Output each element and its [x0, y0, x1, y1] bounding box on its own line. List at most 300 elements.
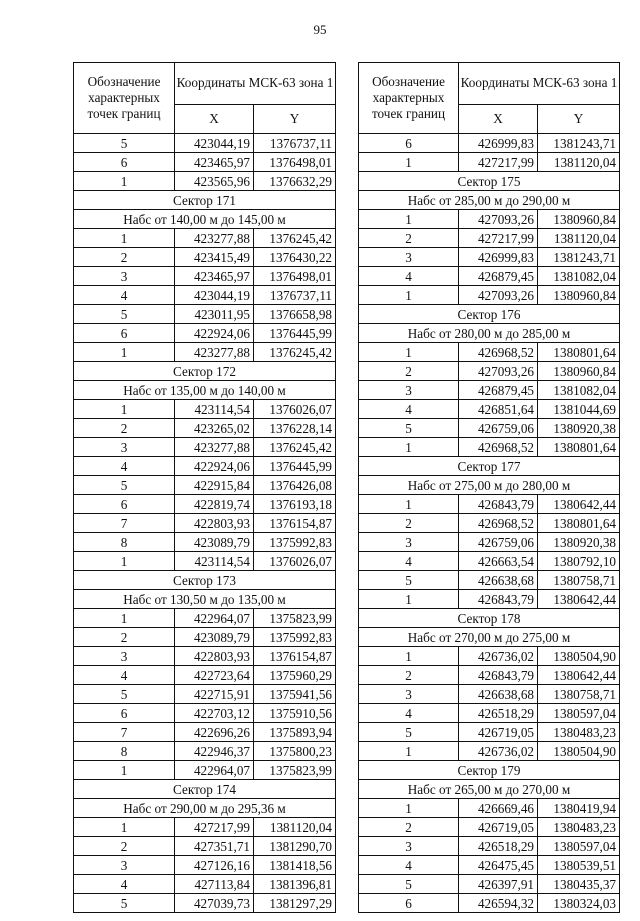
point-number: 4 [74, 457, 175, 476]
header-point-designation: Обозначение характерных точек границ [359, 63, 459, 134]
y-coordinate: 1380642,44 [538, 590, 620, 609]
table-row [359, 267, 620, 286]
table-row [74, 628, 336, 647]
x-coordinate: 426518,29 [459, 704, 538, 723]
x-coordinate: 427351,71 [175, 837, 254, 856]
point-number: 2 [359, 666, 459, 685]
x-coordinate: 422819,74 [175, 495, 254, 514]
section-row [74, 571, 336, 590]
x-coordinate: 423465,97 [175, 153, 254, 172]
y-coordinate: 1375910,56 [254, 704, 336, 723]
x-coordinate: 426968,52 [459, 343, 538, 362]
table-body-right [359, 134, 620, 913]
y-coordinate: 1381243,71 [538, 248, 620, 267]
section-label: Сектор 179 [359, 761, 620, 780]
y-coordinate: 1375823,99 [254, 761, 336, 780]
x-coordinate: 426759,06 [459, 533, 538, 552]
table-row [359, 400, 620, 419]
x-coordinate: 426475,45 [459, 856, 538, 875]
table-row [74, 419, 336, 438]
table-row [359, 704, 620, 723]
point-number: 1 [74, 818, 175, 837]
x-coordinate: 423277,88 [175, 229, 254, 248]
y-coordinate: 1381396,81 [254, 875, 336, 894]
y-coordinate: 1380792,10 [538, 552, 620, 571]
x-coordinate: 423114,54 [175, 552, 254, 571]
point-number: 1 [74, 761, 175, 780]
section-row [74, 210, 336, 229]
point-number: 3 [359, 248, 459, 267]
x-coordinate: 423089,79 [175, 628, 254, 647]
y-coordinate: 1375893,94 [254, 723, 336, 742]
x-coordinate: 426736,02 [459, 647, 538, 666]
section-label: Сектор 174 [74, 780, 336, 799]
table-row [359, 343, 620, 362]
point-number: 4 [359, 267, 459, 286]
point-number: 6 [74, 153, 175, 172]
section-label: Набс от 290,00 м до 295,36 м [74, 799, 336, 818]
table-row [74, 343, 336, 362]
header-point-designation: Обозначение характерных точек границ [74, 63, 175, 134]
point-number: 1 [359, 799, 459, 818]
table-row [74, 723, 336, 742]
table-row [359, 229, 620, 248]
coordinates-table-right [358, 62, 620, 913]
x-coordinate: 422924,06 [175, 457, 254, 476]
y-coordinate: 1376426,08 [254, 476, 336, 495]
y-coordinate: 1380504,90 [538, 647, 620, 666]
y-coordinate: 1381243,71 [538, 134, 620, 153]
point-number: 4 [359, 400, 459, 419]
table-row [74, 153, 336, 172]
x-coordinate: 426719,05 [459, 818, 538, 837]
y-coordinate: 1376445,99 [254, 324, 336, 343]
x-coordinate: 427217,99 [175, 818, 254, 837]
table-row [359, 419, 620, 438]
y-coordinate: 1380324,03 [538, 894, 620, 913]
table-row [74, 818, 336, 837]
table-row [74, 457, 336, 476]
x-coordinate: 426759,06 [459, 419, 538, 438]
x-coordinate: 422803,93 [175, 647, 254, 666]
table-row [359, 723, 620, 742]
y-coordinate: 1375992,83 [254, 533, 336, 552]
point-number: 7 [74, 514, 175, 533]
y-coordinate: 1381418,56 [254, 856, 336, 875]
y-coordinate: 1376026,07 [254, 552, 336, 571]
section-label: Набс от 140,00 м до 145,00 м [74, 210, 336, 229]
table-body-left [74, 134, 336, 913]
section-label: Набс от 265,00 м до 270,00 м [359, 780, 620, 799]
table-row [359, 381, 620, 400]
point-number: 4 [359, 704, 459, 723]
x-coordinate: 426851,64 [459, 400, 538, 419]
point-number: 5 [359, 419, 459, 438]
y-coordinate: 1376154,87 [254, 647, 336, 666]
table-row [74, 837, 336, 856]
section-row [74, 799, 336, 818]
point-number: 3 [74, 647, 175, 666]
table-row [359, 837, 620, 856]
header-x: X [175, 104, 254, 133]
y-coordinate: 1381044,69 [538, 400, 620, 419]
point-number: 1 [359, 495, 459, 514]
section-row [74, 381, 336, 400]
table-row [359, 647, 620, 666]
point-number: 5 [359, 723, 459, 742]
table-row [74, 286, 336, 305]
x-coordinate: 422696,26 [175, 723, 254, 742]
y-coordinate: 1380642,44 [538, 495, 620, 514]
point-number: 2 [74, 837, 175, 856]
point-number: 8 [74, 533, 175, 552]
x-coordinate: 422964,07 [175, 609, 254, 628]
x-coordinate: 426879,45 [459, 381, 538, 400]
table-row [359, 362, 620, 381]
y-coordinate: 1381120,04 [254, 818, 336, 837]
point-number: 1 [359, 343, 459, 362]
table-row [359, 894, 620, 913]
y-coordinate: 1381120,04 [538, 229, 620, 248]
section-row [359, 761, 620, 780]
point-number: 1 [359, 438, 459, 457]
point-number: 2 [359, 514, 459, 533]
point-number: 5 [359, 571, 459, 590]
table-row [74, 875, 336, 894]
y-coordinate: 1376154,87 [254, 514, 336, 533]
table-row [359, 514, 620, 533]
x-coordinate: 423277,88 [175, 343, 254, 362]
y-coordinate: 1380801,64 [538, 514, 620, 533]
y-coordinate: 1381120,04 [538, 153, 620, 172]
x-coordinate: 426999,83 [459, 134, 538, 153]
table-row [74, 856, 336, 875]
y-coordinate: 1380960,84 [538, 286, 620, 305]
table-row [359, 571, 620, 590]
y-coordinate: 1380597,04 [538, 704, 620, 723]
section-row [359, 191, 620, 210]
x-coordinate: 426397,91 [459, 875, 538, 894]
section-row [74, 590, 336, 609]
y-coordinate: 1376026,07 [254, 400, 336, 419]
x-coordinate: 426999,83 [459, 248, 538, 267]
x-coordinate: 426663,54 [459, 552, 538, 571]
x-coordinate: 427126,16 [175, 856, 254, 875]
x-coordinate: 426594,32 [459, 894, 538, 913]
table-row [74, 305, 336, 324]
x-coordinate: 423114,54 [175, 400, 254, 419]
x-coordinate: 426638,68 [459, 685, 538, 704]
y-coordinate: 1376737,11 [254, 286, 336, 305]
y-coordinate: 1375941,56 [254, 685, 336, 704]
section-label: Сектор 172 [74, 362, 336, 381]
table-row [74, 248, 336, 267]
table-row [74, 704, 336, 723]
x-coordinate: 422924,06 [175, 324, 254, 343]
table-row [74, 894, 336, 913]
y-coordinate: 1380539,51 [538, 856, 620, 875]
point-number: 3 [359, 837, 459, 856]
y-coordinate: 1380758,71 [538, 685, 620, 704]
point-number: 1 [359, 647, 459, 666]
point-number: 2 [74, 628, 175, 647]
table-row [359, 742, 620, 761]
point-number: 1 [74, 172, 175, 191]
x-coordinate: 426518,29 [459, 837, 538, 856]
x-coordinate: 423565,96 [175, 172, 254, 191]
table-row [359, 495, 620, 514]
table-row [359, 875, 620, 894]
x-coordinate: 427217,99 [459, 153, 538, 172]
point-number: 5 [359, 875, 459, 894]
y-coordinate: 1380642,44 [538, 666, 620, 685]
section-row [359, 324, 620, 343]
point-number: 1 [74, 343, 175, 362]
section-row [359, 305, 620, 324]
x-coordinate: 427113,84 [175, 875, 254, 894]
point-number: 3 [74, 267, 175, 286]
y-coordinate: 1380597,04 [538, 837, 620, 856]
y-coordinate: 1380801,64 [538, 343, 620, 362]
header-coordinates: Координаты МСК-63 зона 1 [459, 63, 620, 105]
y-coordinate: 1380960,84 [538, 362, 620, 381]
y-coordinate: 1380435,37 [538, 875, 620, 894]
point-number: 3 [359, 533, 459, 552]
table-row [74, 609, 336, 628]
y-coordinate: 1380920,38 [538, 419, 620, 438]
table-row [74, 761, 336, 780]
point-number: 1 [359, 153, 459, 172]
x-coordinate: 423265,02 [175, 419, 254, 438]
header-y: Y [538, 104, 620, 133]
y-coordinate: 1376498,01 [254, 153, 336, 172]
table-row [359, 438, 620, 457]
table-row [359, 685, 620, 704]
x-coordinate: 426879,45 [459, 267, 538, 286]
section-row [359, 780, 620, 799]
table-row [359, 856, 620, 875]
point-number: 6 [74, 704, 175, 723]
y-coordinate: 1381297,29 [254, 894, 336, 913]
table-row [359, 552, 620, 571]
table-row [74, 438, 336, 457]
page-number: 95 [313, 22, 327, 37]
point-number: 4 [359, 856, 459, 875]
point-number: 6 [74, 495, 175, 514]
point-number: 5 [74, 685, 175, 704]
y-coordinate: 1376737,11 [254, 134, 336, 153]
y-coordinate: 1376658,98 [254, 305, 336, 324]
table-row [74, 267, 336, 286]
x-coordinate: 426669,46 [459, 799, 538, 818]
x-coordinate: 422946,37 [175, 742, 254, 761]
section-row [74, 780, 336, 799]
table-row [359, 590, 620, 609]
point-number: 2 [359, 362, 459, 381]
point-number: 8 [74, 742, 175, 761]
x-coordinate: 427093,26 [459, 362, 538, 381]
x-coordinate: 422723,64 [175, 666, 254, 685]
table-row [74, 647, 336, 666]
point-number: 4 [74, 875, 175, 894]
y-coordinate: 1376498,01 [254, 267, 336, 286]
table-row [74, 400, 336, 419]
section-label: Сектор 176 [359, 305, 620, 324]
y-coordinate: 1376430,22 [254, 248, 336, 267]
point-number: 6 [74, 324, 175, 343]
y-coordinate: 1380758,71 [538, 571, 620, 590]
y-coordinate: 1376193,18 [254, 495, 336, 514]
x-coordinate: 426843,79 [459, 590, 538, 609]
point-number: 1 [74, 609, 175, 628]
point-number: 2 [74, 419, 175, 438]
table-row [359, 210, 620, 229]
x-coordinate: 423044,19 [175, 286, 254, 305]
table-row [359, 818, 620, 837]
point-number: 1 [359, 590, 459, 609]
x-coordinate: 422715,91 [175, 685, 254, 704]
section-label: Набс от 270,00 м до 275,00 м [359, 628, 620, 647]
section-label: Сектор 178 [359, 609, 620, 628]
table-row [74, 552, 336, 571]
point-number: 4 [74, 666, 175, 685]
x-coordinate: 426968,52 [459, 438, 538, 457]
section-label: Сектор 177 [359, 457, 620, 476]
table-row [359, 533, 620, 552]
table-row [74, 533, 336, 552]
x-coordinate: 422915,84 [175, 476, 254, 495]
table-row [74, 229, 336, 248]
point-number: 2 [74, 248, 175, 267]
x-coordinate: 426736,02 [459, 742, 538, 761]
point-number: 3 [74, 438, 175, 457]
y-coordinate: 1380419,94 [538, 799, 620, 818]
section-label: Сектор 171 [74, 191, 336, 210]
y-coordinate: 1381290,70 [254, 837, 336, 856]
point-number: 1 [359, 742, 459, 761]
point-number: 1 [359, 210, 459, 229]
coordinates-table-left [73, 62, 336, 913]
point-number: 1 [359, 286, 459, 305]
x-coordinate: 423044,19 [175, 134, 254, 153]
section-row [359, 457, 620, 476]
point-number: 5 [74, 305, 175, 324]
table-row [359, 153, 620, 172]
y-coordinate: 1380920,38 [538, 533, 620, 552]
y-coordinate: 1380483,23 [538, 818, 620, 837]
point-number: 1 [74, 400, 175, 419]
x-coordinate: 422803,93 [175, 514, 254, 533]
x-coordinate: 426638,68 [459, 571, 538, 590]
x-coordinate: 427039,73 [175, 894, 254, 913]
section-label: Сектор 175 [359, 172, 620, 191]
y-coordinate: 1376245,42 [254, 229, 336, 248]
table-row [359, 248, 620, 267]
section-label: Сектор 173 [74, 571, 336, 590]
y-coordinate: 1376228,14 [254, 419, 336, 438]
point-number: 2 [359, 229, 459, 248]
header-x: X [459, 104, 538, 133]
table-row [74, 476, 336, 495]
x-coordinate: 422964,07 [175, 761, 254, 780]
section-label: Набс от 275,00 м до 280,00 м [359, 476, 620, 495]
point-number: 7 [74, 723, 175, 742]
table-row [74, 514, 336, 533]
point-number: 2 [359, 818, 459, 837]
section-row [74, 362, 336, 381]
point-number: 1 [74, 229, 175, 248]
point-number: 3 [74, 856, 175, 875]
x-coordinate: 426843,79 [459, 495, 538, 514]
y-coordinate: 1375992,83 [254, 628, 336, 647]
x-coordinate: 423465,97 [175, 267, 254, 286]
x-coordinate: 423011,95 [175, 305, 254, 324]
table-row [359, 286, 620, 305]
x-coordinate: 426968,52 [459, 514, 538, 533]
section-row [359, 628, 620, 647]
y-coordinate: 1375960,29 [254, 666, 336, 685]
table-row [74, 742, 336, 761]
x-coordinate: 423415,49 [175, 248, 254, 267]
section-label: Набс от 130,50 м до 135,00 м [74, 590, 336, 609]
point-number: 3 [359, 685, 459, 704]
section-label: Набс от 280,00 м до 285,00 м [359, 324, 620, 343]
section-label: Набс от 285,00 м до 290,00 м [359, 191, 620, 210]
table-row [359, 799, 620, 818]
point-number: 6 [359, 894, 459, 913]
y-coordinate: 1380483,23 [538, 723, 620, 742]
point-number: 4 [359, 552, 459, 571]
table-row [74, 172, 336, 191]
y-coordinate: 1381082,04 [538, 267, 620, 286]
y-coordinate: 1375800,23 [254, 742, 336, 761]
header-y: Y [254, 104, 336, 133]
x-coordinate: 423089,79 [175, 533, 254, 552]
point-number: 5 [74, 476, 175, 495]
table-row [74, 495, 336, 514]
y-coordinate: 1376245,42 [254, 438, 336, 457]
table-row [74, 685, 336, 704]
section-row [74, 191, 336, 210]
header-coordinates: Координаты МСК-63 зона 1 [175, 63, 336, 105]
x-coordinate: 427217,99 [459, 229, 538, 248]
section-row [359, 172, 620, 191]
y-coordinate: 1376245,42 [254, 343, 336, 362]
x-coordinate: 427093,26 [459, 210, 538, 229]
table-row [359, 666, 620, 685]
table-row [359, 134, 620, 153]
x-coordinate: 422703,12 [175, 704, 254, 723]
x-coordinate: 423277,88 [175, 438, 254, 457]
section-row [359, 609, 620, 628]
point-number: 5 [74, 134, 175, 153]
y-coordinate: 1380801,64 [538, 438, 620, 457]
section-label: Набс от 135,00 м до 140,00 м [74, 381, 336, 400]
point-number: 5 [74, 894, 175, 913]
y-coordinate: 1376445,99 [254, 457, 336, 476]
x-coordinate: 427093,26 [459, 286, 538, 305]
table-row [74, 666, 336, 685]
point-number: 1 [74, 552, 175, 571]
y-coordinate: 1380960,84 [538, 210, 620, 229]
x-coordinate: 426843,79 [459, 666, 538, 685]
point-number: 4 [74, 286, 175, 305]
y-coordinate: 1376632,29 [254, 172, 336, 191]
y-coordinate: 1375823,99 [254, 609, 336, 628]
table-row [74, 134, 336, 153]
y-coordinate: 1381082,04 [538, 381, 620, 400]
section-row [359, 476, 620, 495]
